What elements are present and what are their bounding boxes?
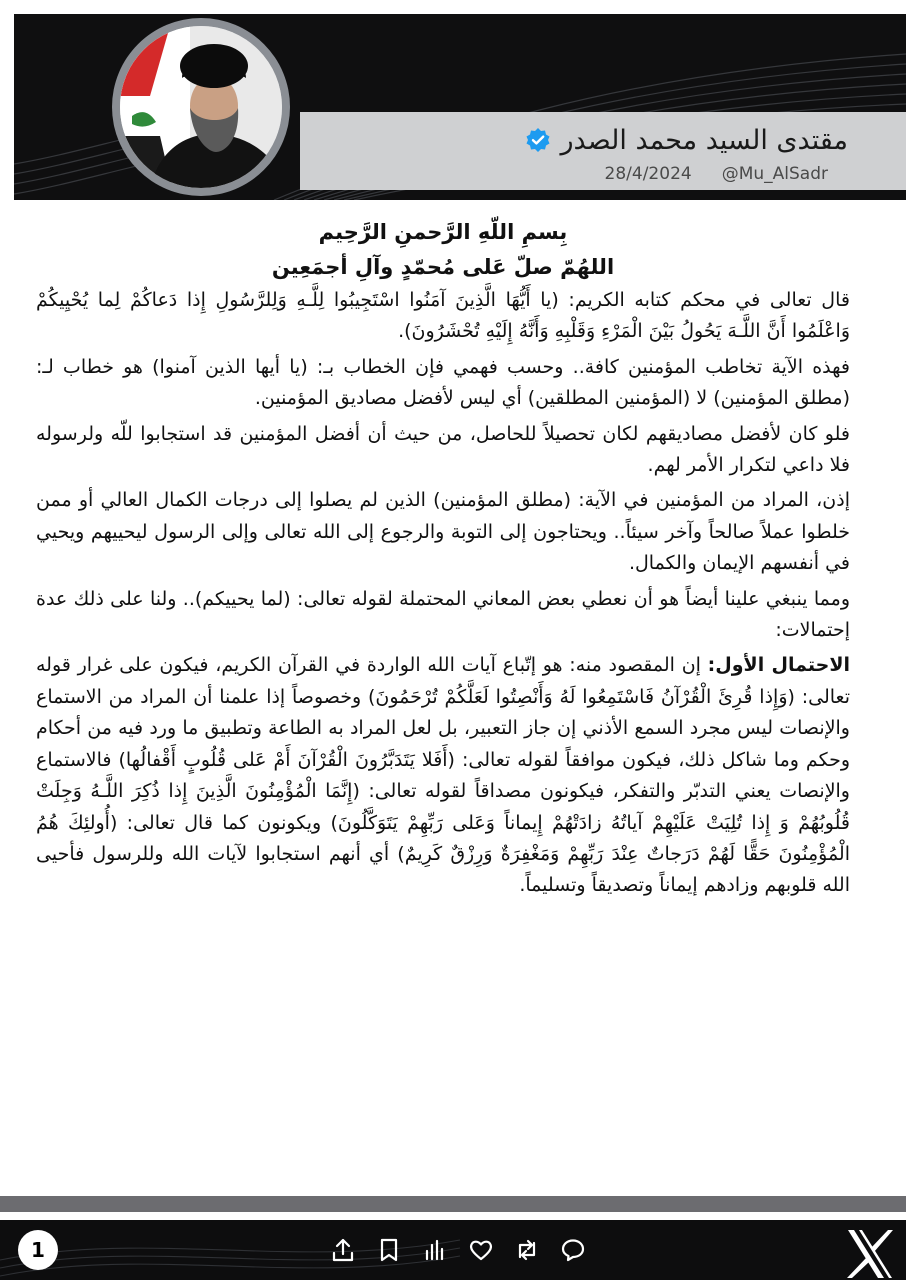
share-icon[interactable] [330, 1237, 356, 1263]
profile-meta-row [605, 162, 828, 186]
like-icon[interactable] [468, 1237, 494, 1263]
post-paragraph-first-possibility [36, 650, 850, 901]
page-number-badge: 1 [18, 1230, 58, 1270]
profile-name-row [525, 120, 848, 160]
bookmark-icon[interactable] [376, 1237, 402, 1263]
first-possibility-label: الاحتمال الأول: [707, 654, 850, 677]
avatar-portrait [120, 26, 282, 188]
post-header [0, 0, 906, 205]
post-body [36, 215, 850, 1200]
post-date: 28/4/2024 [604, 164, 692, 184]
profile-display-name[interactable]: مقتدى السيد محمد الصدر [560, 124, 848, 156]
repost-icon[interactable] [514, 1237, 540, 1263]
footer-divider [0, 1196, 906, 1212]
basmala-heading: بِسمِ اللّهِ الرَّحمنِ الرَّحِيم [318, 220, 568, 244]
first-possibility-text: إن المقصود منه: هو إتّباع آيات الله الواردة في القرآن الكريم، فيكون على غرار قوله تعالى: (وَإِذا قُرِئَ الْقُرْآنُ فَاسْتَمِعُوا لَهُ وَأَنْصِتُوا لَعَلَّكُمْ تُرْحَمُونَ) وخصوصاً إذا علمنا أن المراد من الاستماع والإنصات ليس مجرد السمع الأذني إن جاز التعبير، بل لعل المراد به الطاعة وتطبيق ما ورد فيه من أحكام وحكم وما شاكل ذلك، فيكون موافقاً لقوله تعالى: (أَفَلا يَتَدَبَّرُونَ الْقُرْآنَ أَمْ عَلى قُلُوبٍ أَقْفالُها) فالاستماع والإنصات يعني التدبّر والتفكر، فيكونون مصداقاً لقوله تعالى: (إِنَّمَا الْمُؤْمِنُونَ الَّذِينَ إِذا ذُكِرَ اللَّـهُ وَجِلَتْ قُلُوبُهُمْ وَ إِذا تُلِيَتْ عَلَيْهِمْ آياتُهُ زادَتْهُمْ إِيماناً وَعَلى رَبِّهِمْ يَتَوَكَّلُونَ) ويكونون كما قال تعالى: (أُولئِكَ هُمُ الْمُؤْمِنُونَ حَقًّا لَهُمْ دَرَجاتٌ عِنْدَ رَبِّهِمْ وَمَغْفِرَةٌ وَرِزْقٌ كَرِيمٌ) أي أنهم استجابوا لآيات الله وللرسول فأحيى الله قلوبهم وزادهم إيماناً وتصديقاً وتسليماً. [36, 654, 850, 897]
salawat-heading: اللهُمّ صلّ عَلى مُحمّدٍ وآلِ أجمَعِين [271, 255, 615, 279]
post-paragraph: قال تعالى في محكم كتابه الكريم: (يا أَيُّهَا الَّذِينَ آمَنُوا اسْتَجِيبُوا لِلَّـهِ وَلِلرَّسُولِ إِذا دَعاكُمْ لِما يُحْيِيكُمْ وَاعْلَمُوا أَنَّ اللَّـهَ يَحُولُ بَيْنَ الْمَرْءِ وَقَلْبِهِ وَأَنَّهُ إِلَيْهِ تُحْشَرُونَ). [36, 289, 850, 343]
views-icon[interactable] [422, 1237, 448, 1263]
post-paragraph: فهذه الآية تخاطب المؤمنين كافة.. وحسب فهمي فإن الخطاب بـ: (يا أيها الذين آمنوا) هو خطاب لـ: (مطلق المؤمنين) لا (المؤمنين المطلقين) أي ليس لأفضل مصاديق المؤمنين. [36, 355, 850, 410]
post-paragraph: ومما ينبغي علينا أيضاً هو أن نعطي بعض المعاني المحتملة لقوله تعالى: (لما يحييكم).. ولنا على ذلك عدة إحتمالات: [36, 587, 850, 642]
footer-bar [0, 1220, 906, 1280]
post-actions [330, 1234, 586, 1266]
post-paragraph: فلو كان لأفضل مصاديقهم لكان تحصيلاً للحاصل، من حيث أن أفضل المؤمنين قد استجابوا للّه ولرسوله فلا داعي لتكرار الأمر لهم. [36, 422, 850, 477]
x-logo-icon [842, 1226, 898, 1280]
post-paragraph: إذن، المراد من المؤمنين في الآية: (مطلق المؤمنين) الذين لم يصلوا إلى درجات الكمال العالي أو ممن خلطوا عملاً صالحاً وآخر سيئاً.. ويحتاجون إلى التوبة والرجوع إلى الله تعالى وإلى الرسول ليحييهم ويحيي في أنفسهم الإيمان والكمال. [36, 489, 850, 575]
verified-badge-icon [525, 127, 551, 153]
avatar[interactable] [120, 26, 282, 188]
profile-handle[interactable]: @Mu_AlSadr [721, 164, 828, 184]
reply-icon[interactable] [560, 1237, 586, 1263]
profile-name-bar [300, 112, 906, 190]
avatar-ring [112, 18, 290, 196]
